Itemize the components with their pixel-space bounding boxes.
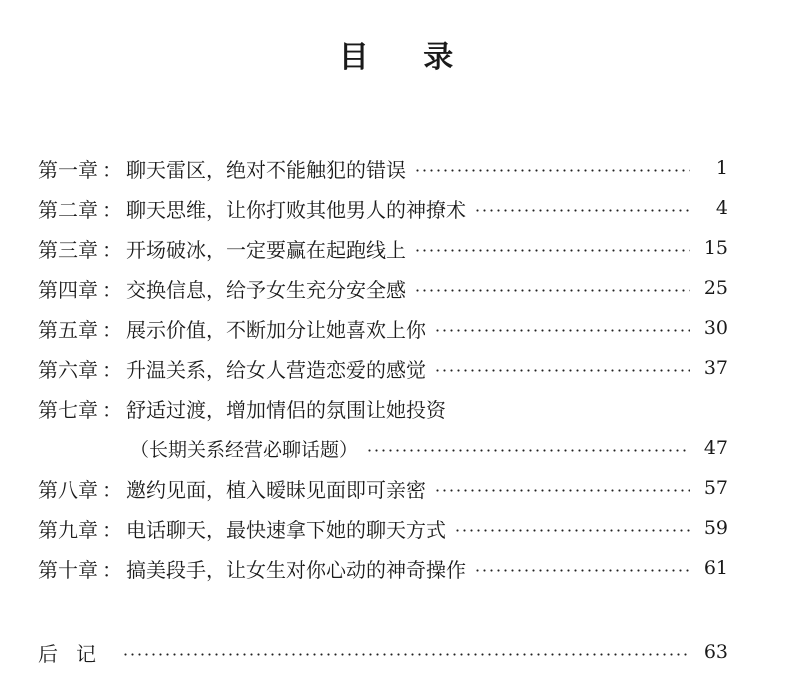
page-number: 61 [703,557,728,579]
toc-entry-5[interactable] [38,308,728,348]
page-number: 63 [703,641,728,663]
toc-entry-7-continued[interactable] [38,428,728,468]
table-of-contents [38,148,728,588]
dot-leader [434,329,690,332]
page-number: 37 [703,357,728,379]
chapter-number: 第五章 [38,317,98,342]
chapter-title: 搞美段手，让女生对你心动的神奇操作 [126,557,466,582]
chapter-number: 第八章 [38,477,98,502]
dot-leader [434,369,690,372]
chapter-colon: ： [102,397,122,422]
chapter-title: 升温关系，给女人营造恋爱的感觉 [126,357,426,382]
chapter-title: 邀约见面，植入暧昧见面即可亲密 [126,477,426,502]
dot-leader [414,289,690,292]
page-number: 47 [703,437,728,459]
toc-entry-9[interactable] [38,508,728,548]
chapter-number: 第二章 [38,197,98,222]
chapter-colon: ： [102,477,122,502]
page-number: 25 [703,277,728,299]
chapter-colon: ： [102,517,122,542]
page-title: 目 录 [338,40,476,75]
chapter-number: 第九章 [38,517,98,542]
toc-entry-afterword[interactable] [38,632,728,672]
afterword-label: 后记 [38,641,114,666]
toc-entry-7[interactable] [38,388,728,428]
dot-leader [454,529,690,532]
chapter-number: 第六章 [38,357,98,382]
page-number: 59 [703,517,728,539]
chapter-colon: ： [102,237,122,262]
chapter-colon: ： [102,557,122,582]
page-number: 15 [703,237,728,259]
chapter-number: 第七章 [38,397,98,422]
dot-leader [474,569,690,572]
page-number: 4 [715,197,728,219]
chapter-colon: ： [102,357,122,382]
chapter-title: 展示价值，不断加分让她喜欢上你 [126,317,426,342]
chapter-title: 开场破冰，一定要赢在起跑线上 [126,237,406,262]
toc-entry-3[interactable] [38,228,728,268]
dot-leader [122,653,690,656]
dot-leader [414,249,690,252]
dot-leader [434,489,690,492]
chapter-number: 第四章 [38,277,98,302]
chapter-number: 第三章 [38,237,98,262]
chapter-number: 第十章 [38,557,98,582]
chapter-colon: ： [102,277,122,302]
chapter-title: 舒适过渡，增加情侣的氛围让她投资 [126,397,446,422]
toc-entry-1[interactable] [38,148,728,188]
chapter-colon: ： [102,197,122,222]
chapter-colon: ： [102,157,122,182]
toc-entry-10[interactable] [38,548,728,588]
page-number: 30 [703,317,728,339]
dot-leader [414,169,690,172]
toc-entry-6[interactable] [38,348,728,388]
chapter-colon: ： [102,317,122,342]
dot-leader [474,209,690,212]
chapter-number: 第一章 [38,157,98,182]
chapter-title: 聊天思维，让你打败其他男人的神撩术 [126,197,466,222]
dot-leader [366,449,690,452]
page-number: 1 [715,157,728,179]
toc-entry-8[interactable] [38,468,728,508]
toc-entry-2[interactable] [38,188,728,228]
chapter-title: 电话聊天，最快速拿下她的聊天方式 [126,517,446,542]
toc-entry-4[interactable] [38,268,728,308]
page-number: 57 [703,477,728,499]
chapter-subtitle: （长期关系经营必聊话题） [130,438,359,461]
chapter-title: 交换信息，给予女生充分安全感 [126,277,406,302]
chapter-title: 聊天雷区，绝对不能触犯的错误 [126,157,406,182]
